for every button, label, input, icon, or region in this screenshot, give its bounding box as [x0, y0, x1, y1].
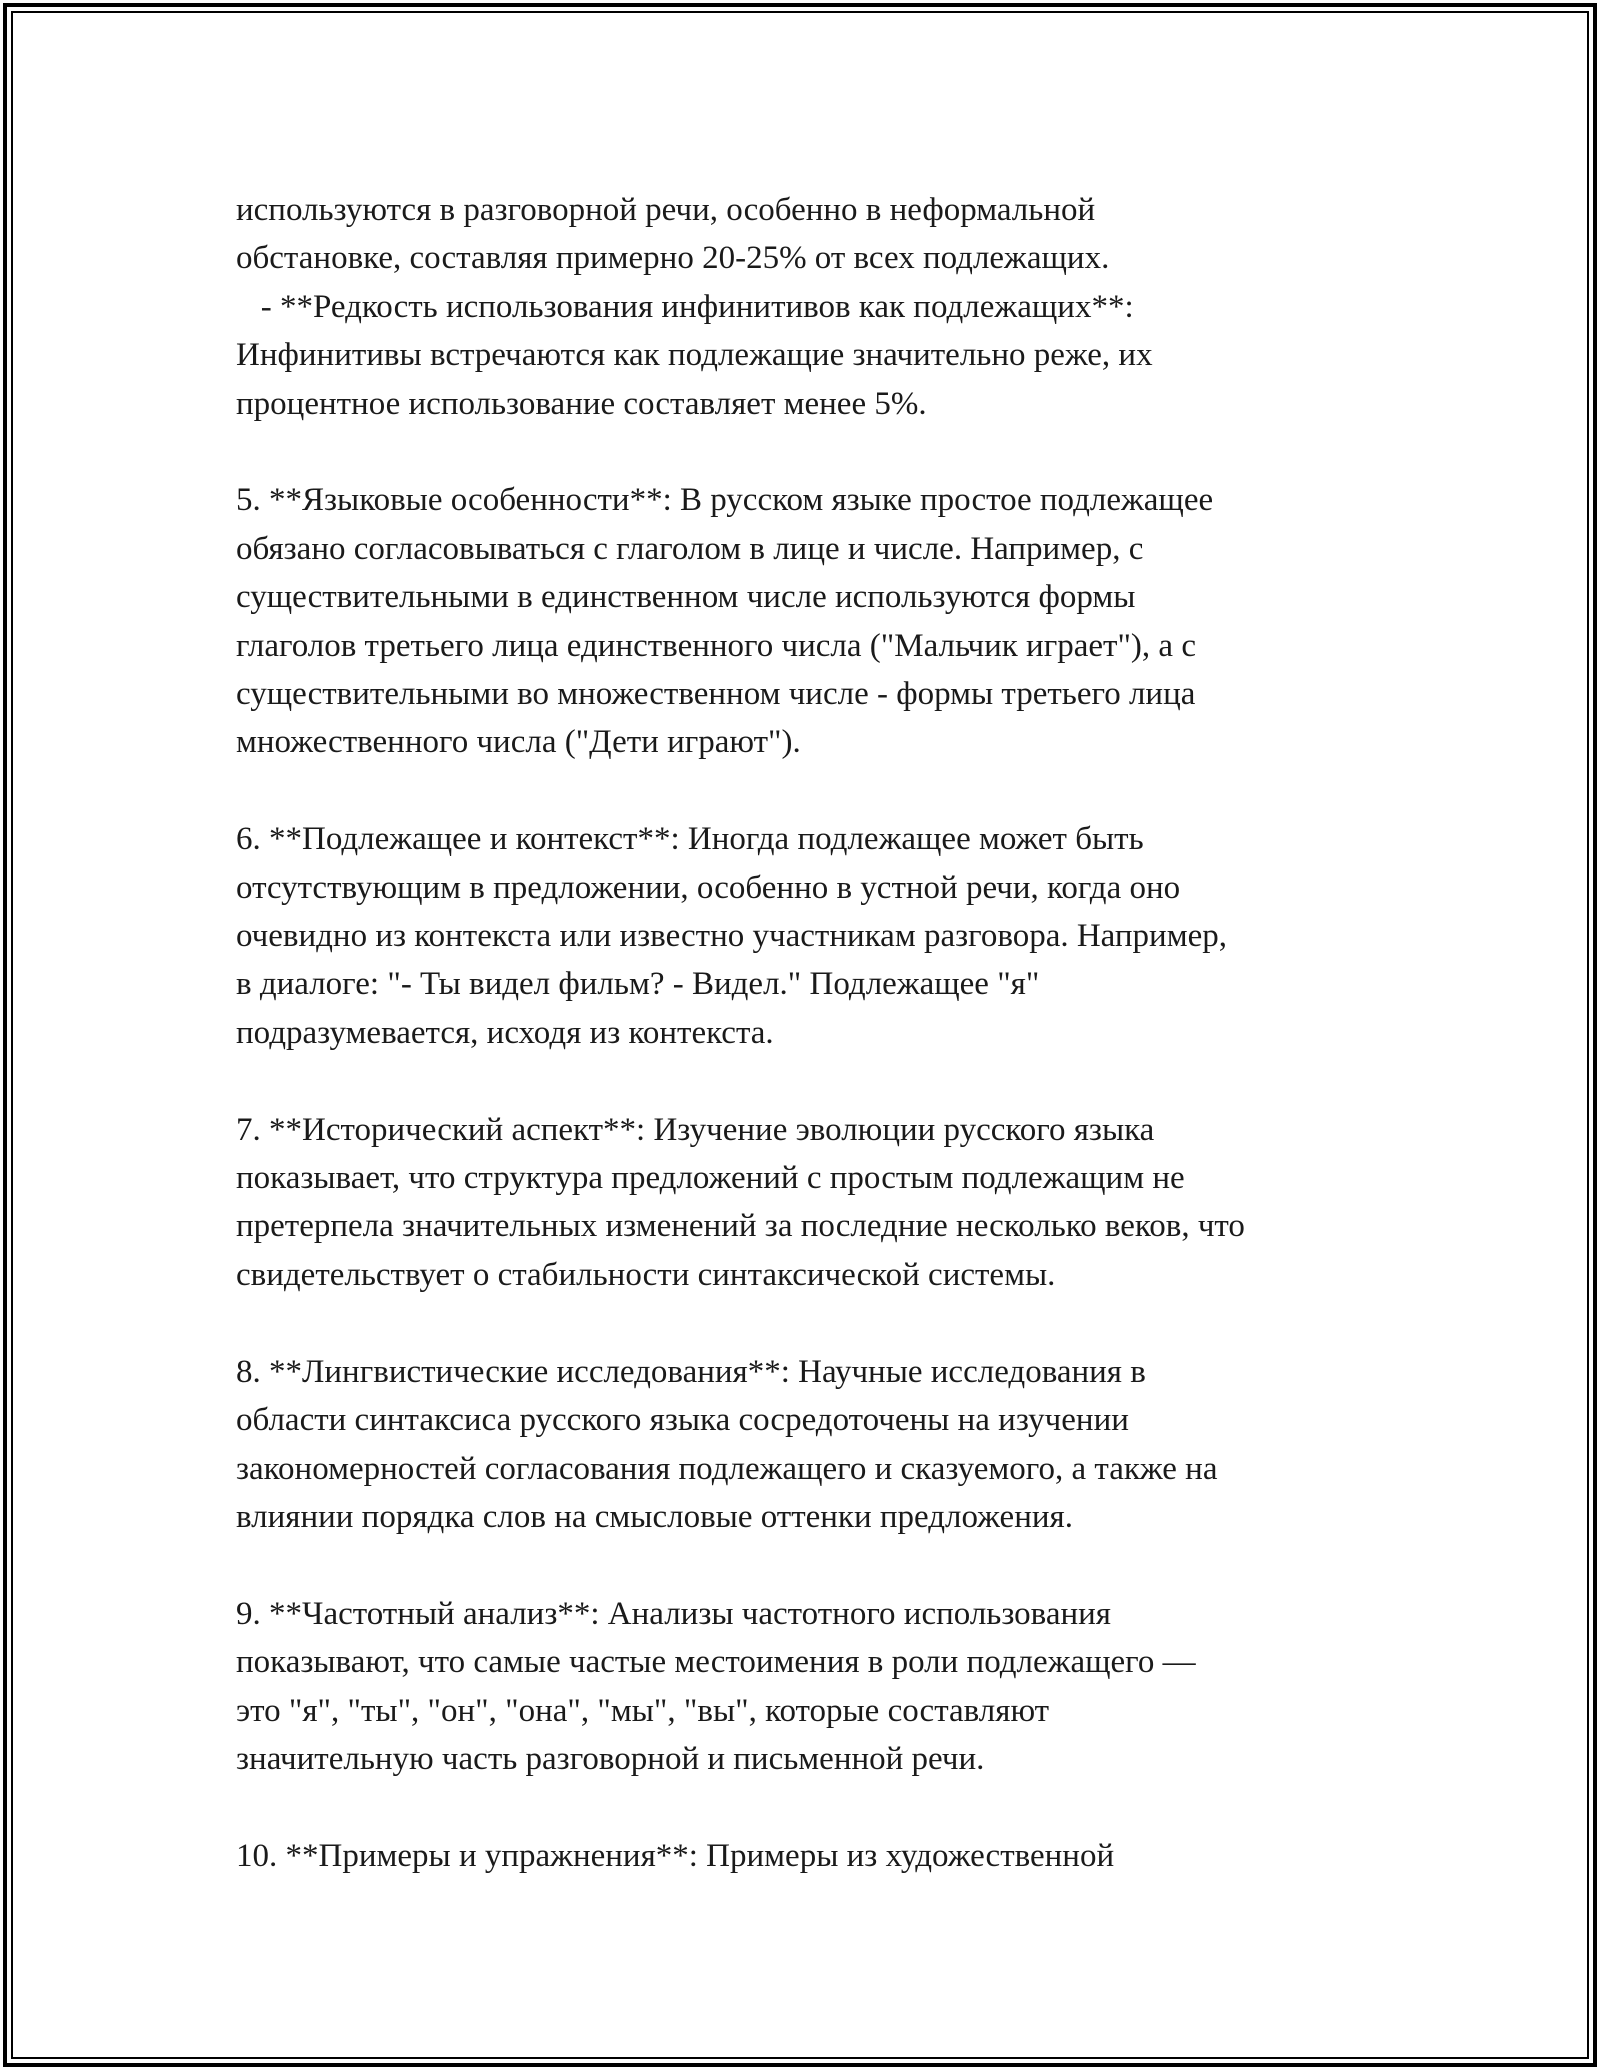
- paragraph-8-linguistic-research: [236, 1348, 1386, 1542]
- text-line: значительную часть разговорной и письменной речи.: [236, 1740, 985, 1777]
- paragraph-5-language-features: [236, 476, 1386, 766]
- text-line: глаголов третьего лица единственного числа ("Мальчик играет"), а с: [236, 627, 1196, 664]
- text-line: 7. **Исторический аспект**: Изучение эволюции русского языка: [236, 1111, 1155, 1148]
- paragraph-9-frequency-analysis: [236, 1590, 1386, 1784]
- text-line: обязано согласовываться с глаголом в лице и числе. Например, с: [236, 530, 1144, 567]
- text-line: Инфинитивы встречаются как подлежащие значительно реже, их: [236, 337, 1153, 374]
- text-line: отсутствующим в предложении, особенно в устной речи, когда оно: [236, 869, 1181, 906]
- text-line: показывают, что самые частые местоимения в роли подлежащего —: [236, 1644, 1196, 1681]
- text-line: обстановке, составляя примерно 20-25% от всех подлежащих.: [236, 240, 1110, 277]
- text-line: 5. **Языковые особенности**: В русском языке простое подлежащее: [236, 482, 1214, 519]
- paragraph-6-subject-context: [236, 815, 1386, 1057]
- text-line: - **Редкость использования инфинитивов как подлежащих**:: [236, 288, 1134, 325]
- text-line: множественного числа ("Дети играют").: [236, 724, 801, 761]
- text-line: свидетельствует о стабильности синтаксической системы.: [236, 1256, 1056, 1293]
- text-line: процентное использование составляет менее 5%.: [236, 385, 927, 422]
- text-line: в диалоге: "- Ты видел фильм? - Видел." Подлежащее "я": [236, 966, 1040, 1003]
- text-line: показывает, что структура предложений с простым подлежащим не: [236, 1160, 1185, 1197]
- text-line: это "я", "ты", "он", "она", "мы", "вы", которые составляют: [236, 1692, 1050, 1729]
- paragraph-10-examples: [236, 1832, 1386, 1880]
- text-line: области синтаксиса русского языка сосредоточены на изучении: [236, 1402, 1129, 1439]
- text-line: подразумевается, исходя из контекста.: [236, 1014, 774, 1051]
- paragraph-7-historical-aspect: [236, 1106, 1386, 1300]
- text-line: претерпела значительных изменений за последние несколько веков, что: [236, 1208, 1245, 1245]
- text-line: закономерностей согласования подлежащего и сказуемого, а также на: [236, 1450, 1218, 1487]
- text-line: 6. **Подлежащее и контекст**: Иногда подлежащее может быть: [236, 821, 1144, 858]
- text-line: 8. **Лингвистические исследования**: Научные исследования в: [236, 1353, 1146, 1390]
- text-line: очевидно из контекста или известно участникам разговора. Например,: [236, 918, 1227, 955]
- text-line: влиянии порядка слов на смысловые оттенки предложения.: [236, 1498, 1073, 1535]
- text-line: используются в разговорной речи, особенно в неформальной: [236, 192, 1096, 228]
- paragraph-pronoun-subjects: [236, 186, 1386, 428]
- text-line: 9. **Частотный анализ**: Анализы частотного использования: [236, 1595, 1111, 1632]
- text-line: 10. **Примеры и упражнения**: Примеры из художественной: [236, 1837, 1115, 1874]
- text-line: существительными в единственном числе используются формы: [236, 579, 1136, 616]
- text-line: существительными во множественном числе - формы третьего лица: [236, 676, 1196, 713]
- document-body: [236, 186, 1386, 1880]
